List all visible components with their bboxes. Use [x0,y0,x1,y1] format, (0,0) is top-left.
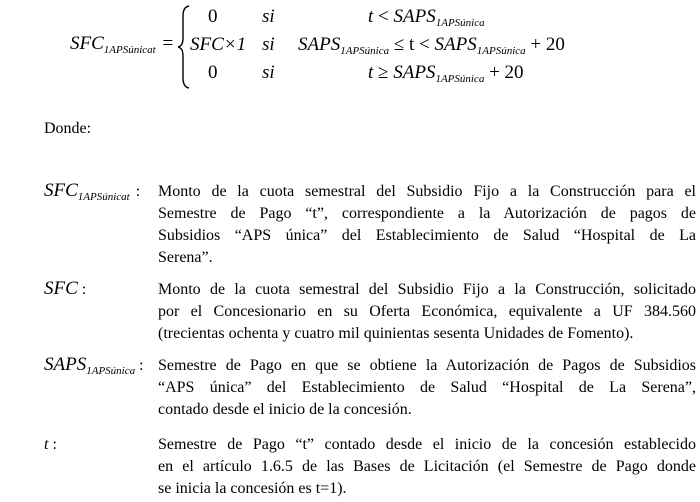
term-3-colon: : [139,357,144,374]
case-3-tail: + 20 [489,62,524,83]
definition-3-line: contado desde el inicio de la concesión. [158,401,412,418]
definition-1-line: Subsidios “APS única” del Establecimiento de Salud “Hospital de La [158,227,696,244]
formula-case-3 [196,62,586,84]
definition-2-line: (trecientas ochenta y cuatro mil quinientas sesenta Unidades de Fomento). [158,325,634,342]
definition-3-line: “APS única” del Establecimiento de Salud “Hospital de La Serena”, [158,379,696,396]
term-4-base: t [44,436,49,453]
case-1-si: si [262,6,275,27]
definition-4-text [158,434,696,500]
definition-term-sfc [44,278,156,301]
formula-case-2 [190,34,590,56]
formula-lhs-base: SFC [70,33,104,54]
term-1-base: SFC [44,180,78,201]
case-2-value: SFC×1 [190,34,247,55]
case-1-saps: SAPS [393,6,436,27]
case-2-saps-b-sub: 1APSúnica [476,45,526,57]
case-2-saps-a-sub: 1APSúnica [340,45,390,57]
definition-4-line: Semestre de Pago “t” contado desde el inicio de la concesión establecido [158,436,696,453]
definition-4-line: en el artículo 1.6.5 de las Bases de Licitación (el Semestre de Pago donde [158,458,696,475]
term-3-sub: 1APSúnica [86,365,136,377]
case-1-saps-sub: 1APSúnica [435,17,485,29]
case-3-t: t [368,62,374,83]
case-3-condition [368,62,524,86]
term-4-colon: : [52,436,57,453]
case-1-condition [368,6,485,30]
case-2-saps-a: SAPS [298,34,341,55]
case-2-op: ≤ t < [393,34,430,55]
case-3-saps: SAPS [393,62,436,83]
formula-case-1 [196,6,586,28]
term-2-colon: : [81,281,87,298]
formula-lhs-sub: 1APSúnicat [103,44,156,56]
definition-2-line: Monto de la cuota semestral del Subsidio Fijo a la Construcción, solicitado [158,281,696,298]
case-3-op: ≥ [378,62,389,83]
case-2-si: si [262,34,275,55]
definition-4-line: se inicia la concesión es t=1). [158,480,347,497]
term-2-base: SFC [44,278,78,299]
definition-1-line: Semestre de Pago “t”, correspondiente a la Autorización de pagos de [158,205,696,222]
donde-label: Donde: [44,120,92,137]
definition-2-text [158,279,696,345]
case-3-saps-sub: 1APSúnica [435,73,485,85]
definition-1-text [158,181,696,269]
case-1-value: 0 [208,6,218,27]
case-3-value: 0 [208,62,218,83]
case-3-si: si [262,62,275,83]
definition-1-line: Monto de la cuota semestral del Subsidio Fijo a la Construcción para el [158,183,696,200]
definition-term-saps [44,354,158,377]
case-2-saps-b: SAPS [434,34,477,55]
definition-term-sfc-t [44,180,156,203]
term-1-sub: 1APSúnicat [77,191,130,203]
definition-3-text [158,355,696,421]
case-2-condition [298,34,565,58]
definition-3-line: Semestre de Pago en que se obtiene la Autorización de Pagos de Subsidios [158,357,696,374]
term-1-colon: : [135,183,141,200]
definition-1-line: Serena”. [158,249,213,266]
formula-lhs [70,33,173,57]
case-1-op: < [378,6,389,27]
case-2-tail: + 20 [530,34,565,55]
formula-equals: = [162,33,174,54]
term-3-base: SAPS [44,354,87,375]
definition-2-line: por el Concesionario en su Oferta Económica, equivalente a UF 384.560 [158,303,696,320]
case-1-t: t [368,6,374,27]
definition-term-t [44,434,156,456]
